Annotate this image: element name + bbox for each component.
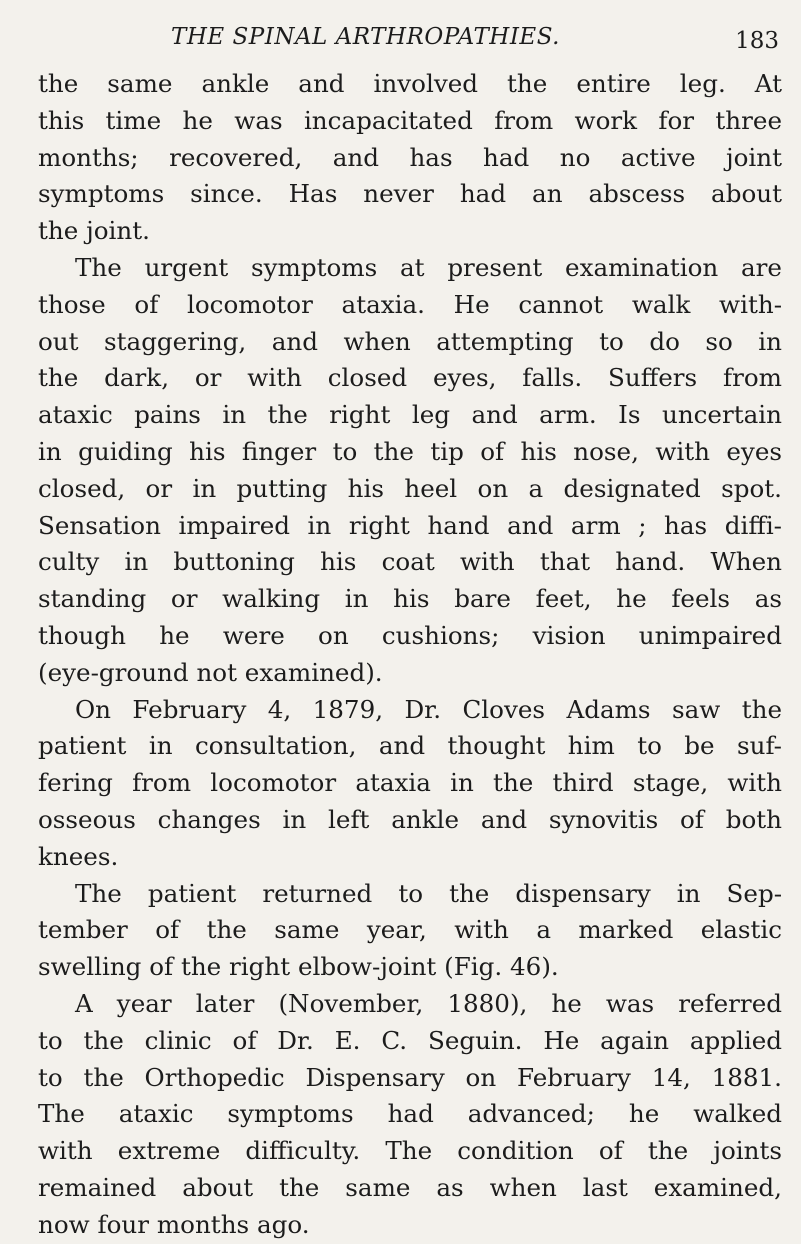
text-line: to the Orthopedic Dispensary on February 14, 1881. bbox=[38, 1062, 782, 1092]
running-head bbox=[38, 20, 783, 60]
text-line: though he were on cushions; vision unimpaired bbox=[38, 620, 782, 650]
text-line: this time he was incapacitated from work for three bbox=[38, 105, 782, 135]
text-line: the joint. bbox=[38, 216, 150, 246]
text-line: standing or walking in his bare feet, he feels as bbox=[38, 584, 782, 614]
text-line: months; recovered, and has had no active joint bbox=[38, 142, 782, 172]
text-line: The ataxic symptoms had advanced; he walked bbox=[38, 1099, 782, 1129]
text-line: patient in consultation, and thought him to be suf- bbox=[38, 731, 782, 761]
text-line: culty in buttoning his coat with that hand. When bbox=[38, 547, 782, 577]
text-line: those of locomotor ataxia. He cannot walk with- bbox=[38, 289, 782, 319]
body-text bbox=[38, 66, 782, 1244]
text-line: the dark, or with closed eyes, falls. Suffers from bbox=[38, 363, 782, 393]
text-line: A year later (November, 1880), he was referred bbox=[75, 988, 782, 1018]
text-line: tember of the same year, with a marked elastic bbox=[38, 915, 782, 945]
text-line: (eye-ground not examined). bbox=[38, 657, 383, 687]
text-line: knees. bbox=[38, 841, 119, 871]
running-title: THE SPINAL ARTHROPATHIES. bbox=[171, 24, 560, 50]
text-line: The patient returned to the dispensary in Sep- bbox=[75, 878, 782, 908]
text-line: with extreme difficulty. The condition of the joints bbox=[38, 1136, 782, 1166]
text-line: ataxic pains in the right leg and arm. Is uncertain bbox=[38, 400, 782, 430]
text-line: closed, or in putting his heel on a designated spot. bbox=[38, 473, 782, 503]
text-line: swelling of the right elbow-joint (Fig. 46). bbox=[38, 952, 559, 982]
text-line: symptoms since. Has never had an abscess about bbox=[38, 179, 782, 209]
text-line: remained about the same as when last examined, bbox=[38, 1172, 782, 1202]
text-line: On February 4, 1879, Dr. Cloves Adams saw the bbox=[75, 694, 782, 724]
text-line: osseous changes in left ankle and synovitis of both bbox=[38, 804, 782, 834]
text-line: The urgent symptoms at present examination are bbox=[75, 252, 782, 282]
text-line: now four months ago. bbox=[38, 1209, 310, 1239]
text-line: out staggering, and when attempting to do so in bbox=[38, 326, 782, 356]
text-line: the same ankle and involved the entire leg. At bbox=[38, 69, 782, 98]
text-line: Sensation impaired in right hand and arm ; has diffi- bbox=[38, 510, 782, 540]
text-line: fering from locomotor ataxia in the third stage, with bbox=[38, 768, 782, 798]
text-line: in guiding his finger to the tip of his nose, with eyes bbox=[38, 436, 782, 466]
text-line: to the clinic of Dr. E. C. Seguin. He again applied bbox=[38, 1025, 782, 1055]
page-number: 183 bbox=[735, 28, 779, 54]
